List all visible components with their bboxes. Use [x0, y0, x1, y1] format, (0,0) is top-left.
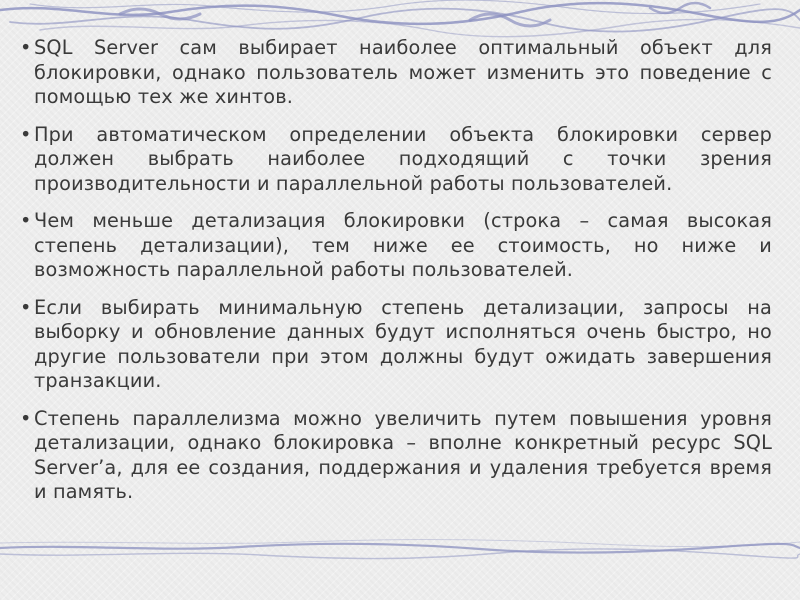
bullet-text: Чем меньше детализация блокировки (строка – самая высокая степень детализации), тем ниже ее стоимость, но ниже и возможность параллельной работы пользователей.	[34, 209, 772, 281]
bullet-item	[20, 123, 772, 197]
bullet-text: Степень параллелизма можно увеличить путем повышения уровня детализации, однако блокировка – вполне конкретный ресурс SQL Server’a, для ее создания, поддержания и удаления требуется время и память.	[34, 406, 772, 503]
bottom-decorative-border	[0, 536, 800, 576]
bullet-item	[20, 296, 772, 394]
bullet-text: SQL Server сам выбирает наиболее оптимальный объект для блокировки, однако пользователь может изменить это поведение с помощью тех же хинтов.	[34, 36, 772, 108]
bullet-dot: •	[20, 209, 32, 232]
bullet-dot: •	[20, 122, 32, 146]
bullet-dot: •	[20, 36, 32, 59]
slide-content	[20, 36, 772, 518]
bullet-dot: •	[20, 295, 32, 319]
bullet-text: Если выбирать минимальную степень детализации, запросы на выборку и обновление данных будут исполняться очень быстро, но другие пользователи при этом должны будут ожидать завершения транзакции.	[34, 295, 772, 392]
top-decorative-border	[0, 0, 800, 40]
bullet-text: При автоматическом определении объекта блокировки сервер должен выбрать наиболее подходящий с точки зрения производительности и параллельной работы пользователей.	[34, 122, 772, 195]
bullet-item	[20, 209, 772, 283]
bullet-dot: •	[20, 406, 32, 430]
bullet-item	[20, 36, 772, 110]
bullet-item	[20, 407, 772, 505]
